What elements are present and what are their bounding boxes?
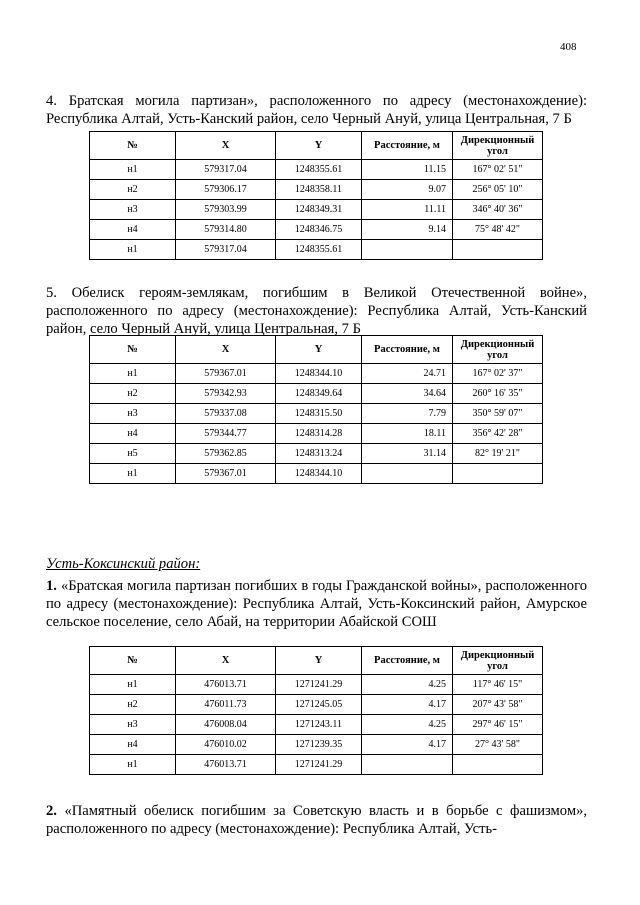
table-header-row xyxy=(90,647,543,675)
y-value: 1248355.61 xyxy=(276,160,362,180)
table-row xyxy=(90,695,543,715)
distance-value xyxy=(362,240,453,260)
x-value: 579306.17 xyxy=(176,180,276,200)
page-number: 408 xyxy=(560,41,577,53)
y-value: 1248346.75 xyxy=(276,220,362,240)
point-name: н3 xyxy=(90,715,176,735)
table-header-row xyxy=(90,336,543,364)
point-name: н1 xyxy=(90,364,176,384)
table-row xyxy=(90,715,543,735)
table-row xyxy=(90,424,543,444)
col-header-n: № xyxy=(90,647,176,675)
point-name: н5 xyxy=(90,444,176,464)
distance-value: 11.11 xyxy=(362,200,453,220)
y-value: 1248344.10 xyxy=(276,364,362,384)
distance-value: 18.11 xyxy=(362,424,453,444)
angle-value xyxy=(453,240,543,260)
distance-value: 4.25 xyxy=(362,675,453,695)
col-header-y: Y xyxy=(276,647,362,675)
angle-value: 346° 40' 36" xyxy=(453,200,543,220)
distance-value: 4.17 xyxy=(362,735,453,755)
col-header-y: Y xyxy=(276,336,362,364)
point-name: н4 xyxy=(90,220,176,240)
distance-value xyxy=(362,755,453,775)
col-header-angle: Дирекционный угол xyxy=(453,647,543,675)
section-number: 1. xyxy=(46,578,57,594)
distance-value: 9.07 xyxy=(362,180,453,200)
table-row xyxy=(90,464,543,484)
col-header-n: № xyxy=(90,336,176,364)
section-ust-2-text xyxy=(46,802,587,838)
section-body: «Памятный обелиск погибшим за Советскую власть и в борьбе с фашизмом», расположенного по адресу (местонахождение): Республика Алтай, Усть- xyxy=(46,803,587,837)
distance-value: 4.17 xyxy=(362,695,453,715)
y-value: 1271245.05 xyxy=(276,695,362,715)
angle-value: 297° 46' 15" xyxy=(453,715,543,735)
section-4-text: 4. Братская могила партизан», расположенного по адресу (местонахождение): Республика Алтай, Усть-Канский район, село Черный Ануй, улица Центральная, 7 Б xyxy=(46,93,587,127)
angle-value: 356° 42' 28" xyxy=(453,424,543,444)
distance-value: 4.25 xyxy=(362,715,453,735)
coords-table-1 xyxy=(89,131,543,260)
point-name: н1 xyxy=(90,755,176,775)
x-value: 476008.04 xyxy=(176,715,276,735)
angle-value: 167° 02' 37" xyxy=(453,364,543,384)
table-row xyxy=(90,364,543,384)
x-value: 579367.01 xyxy=(176,464,276,484)
x-value: 476013.71 xyxy=(176,755,276,775)
angle-value: 256° 05' 10" xyxy=(453,180,543,200)
x-value: 579317.04 xyxy=(176,160,276,180)
table-row xyxy=(90,160,543,180)
x-value: 476013.71 xyxy=(176,675,276,695)
angle-value xyxy=(453,755,543,775)
coords-table-3 xyxy=(89,646,543,775)
point-name: н1 xyxy=(90,240,176,260)
x-value: 579362.85 xyxy=(176,444,276,464)
section-body: «Братская могила партизан погибших в годы Гражданской войны», расположенного по адресу (местонахождение): Республика Алтай, Усть-Коксинский район, Амурское сельское поселение, село Абай, на территории Абайской СОШ xyxy=(46,578,587,630)
x-value: 579317.04 xyxy=(176,240,276,260)
y-value: 1271241.29 xyxy=(276,675,362,695)
col-header-angle: Дирекционный угол xyxy=(453,132,543,160)
point-name: н3 xyxy=(90,200,176,220)
point-name: н1 xyxy=(90,464,176,484)
angle-value: 207° 43' 58" xyxy=(453,695,543,715)
x-value: 476010.02 xyxy=(176,735,276,755)
y-value: 1271243.11 xyxy=(276,715,362,735)
distance-value: 11.15 xyxy=(362,160,453,180)
distance-value: 24.71 xyxy=(362,364,453,384)
table-row xyxy=(90,444,543,464)
angle-value: 82° 19' 21" xyxy=(453,444,543,464)
table-header-row xyxy=(90,132,543,160)
table-row xyxy=(90,220,543,240)
y-value: 1271239.35 xyxy=(276,735,362,755)
x-value: 579367.01 xyxy=(176,364,276,384)
col-header-distance: Расстояние, м xyxy=(362,336,453,364)
distance-value: 34.64 xyxy=(362,384,453,404)
y-value: 1248349.64 xyxy=(276,384,362,404)
col-header-x: X xyxy=(176,132,276,160)
distance-value xyxy=(362,464,453,484)
distance-value: 31.14 xyxy=(362,444,453,464)
y-value: 1248344.10 xyxy=(276,464,362,484)
point-name: н3 xyxy=(90,404,176,424)
point-name: н1 xyxy=(90,160,176,180)
col-header-x: X xyxy=(176,647,276,675)
point-name: н1 xyxy=(90,675,176,695)
angle-value: 75° 48' 42" xyxy=(453,220,543,240)
section-number: 2. xyxy=(46,803,57,819)
x-value: 579314.80 xyxy=(176,220,276,240)
point-name: н4 xyxy=(90,735,176,755)
point-name: н4 xyxy=(90,424,176,444)
x-value: 579303.99 xyxy=(176,200,276,220)
x-value: 579337.08 xyxy=(176,404,276,424)
y-value: 1248313.24 xyxy=(276,444,362,464)
col-header-n: № xyxy=(90,132,176,160)
district-heading: Усть-Коксинский район: xyxy=(46,556,201,572)
y-value: 1248349.31 xyxy=(276,200,362,220)
angle-value xyxy=(453,464,543,484)
table-row xyxy=(90,675,543,695)
point-name: н2 xyxy=(90,180,176,200)
y-value: 1248314.28 xyxy=(276,424,362,444)
col-header-x: X xyxy=(176,336,276,364)
coords-table-2 xyxy=(89,335,543,484)
x-value: 476011.73 xyxy=(176,695,276,715)
x-value: 579344.77 xyxy=(176,424,276,444)
angle-value: 27° 43' 58" xyxy=(453,735,543,755)
table-row xyxy=(90,755,543,775)
distance-value: 9.14 xyxy=(362,220,453,240)
y-value: 1248358.11 xyxy=(276,180,362,200)
table-row xyxy=(90,200,543,220)
x-value: 579342.93 xyxy=(176,384,276,404)
section-5-text: 5. Обелиск героям-землякам, погибшим в Великой Отечественной войне», расположенного по адресу (местонахождение): Республика Алтай, Усть-Канский район, село Черный Ануй, улица Центральная, 7 Б xyxy=(46,285,587,337)
distance-value: 7.79 xyxy=(362,404,453,424)
y-value: 1248315.50 xyxy=(276,404,362,424)
col-header-distance: Расстояние, м xyxy=(362,132,453,160)
angle-value: 117° 46' 15" xyxy=(453,675,543,695)
table-row xyxy=(90,735,543,755)
col-header-angle: Дирекционный угол xyxy=(453,336,543,364)
col-header-distance: Расстояние, м xyxy=(362,647,453,675)
angle-value: 350° 59' 07" xyxy=(453,404,543,424)
table-row xyxy=(90,404,543,424)
y-value: 1248355.61 xyxy=(276,240,362,260)
point-name: н2 xyxy=(90,695,176,715)
y-value: 1271241.29 xyxy=(276,755,362,775)
col-header-y: Y xyxy=(276,132,362,160)
angle-value: 260° 16' 35" xyxy=(453,384,543,404)
table-row xyxy=(90,384,543,404)
angle-value: 167° 02' 51" xyxy=(453,160,543,180)
table-row xyxy=(90,240,543,260)
point-name: н2 xyxy=(90,384,176,404)
table-row xyxy=(90,180,543,200)
section-ust-1-text xyxy=(46,577,587,631)
